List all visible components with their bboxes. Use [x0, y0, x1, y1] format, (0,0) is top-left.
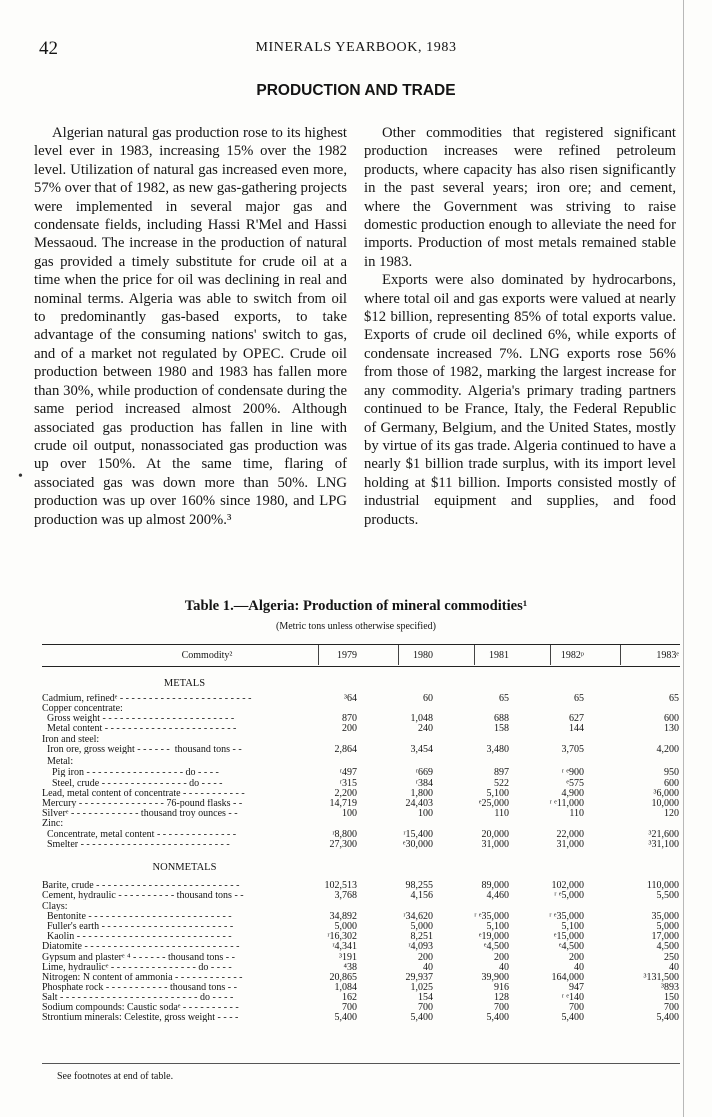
commodity-label: Concentrate, metal content - - - - - - - - - - - - - - — [42, 830, 237, 840]
commodity-label: Phosphate rock - - - - - - - - - - - thousand tons - - — [42, 983, 237, 993]
value-cell: ³131,500 — [643, 972, 679, 983]
commodity-label: Bentonite - - - - - - - - - - - - - - - - - - - - - - - - - — [42, 912, 232, 922]
value-cell: ⁴38 — [343, 962, 357, 973]
value-cell: 102,513 — [324, 880, 357, 891]
value-cell: 5,400 — [410, 1012, 433, 1023]
value-cell: ᵉ19,000 — [478, 931, 509, 942]
value-cell: ʳ497 — [339, 767, 357, 778]
value-cell: 65 — [574, 693, 584, 704]
value-cell: 10,000 — [651, 798, 679, 809]
table-header-year: 1983ᵉ — [656, 650, 679, 661]
value-cell: ᵉ575 — [566, 778, 584, 789]
value-cell: 5,000 — [656, 921, 679, 932]
commodity-label: Diatomite - - - - - - - - - - - - - - - - - - - - - - - - - - - — [42, 942, 240, 952]
value-cell: ʳ384 — [415, 778, 433, 789]
table-caption: Table 1.—Algeria: Production of mineral commodities¹ — [184, 598, 528, 614]
table-rule-header — [42, 666, 680, 667]
value-cell: ʳ ᵉ11,000 — [549, 798, 584, 809]
value-cell: 110,000 — [646, 880, 679, 891]
commodity-label: Smelter - - - - - - - - - - - - - - - - - - - - - - - - - - — [42, 840, 230, 850]
commodity-label: Iron ore, gross weight - - - - - - thousand tons - - — [42, 745, 242, 755]
value-cell: 27,300 — [329, 839, 357, 850]
value-cell: 600 — [664, 778, 679, 789]
value-cell: 240 — [418, 723, 433, 734]
table-footnote: See footnotes at end of table. — [57, 1071, 174, 1082]
value-cell: 110 — [569, 808, 584, 819]
commodity-label: Gypsum and plasterᵉ ⁴ - - - - - - thousand tons - - — [42, 953, 235, 963]
value-cell: 5,400 — [334, 1012, 357, 1023]
paragraph: Exports were also dominated by hydrocarbons, where total oil and gas exports were valued at nearly $12 billion, representing 85% of total exports value. Exports of crude oil declined 6%, while exports of condensate increased 7%. LNG exports rose 56% from those of 1982, marking the largest increase for any commodity. Algeria's primary trading partners continued to be France, Italy, the Federal Republic of Germany, Belgium, and the United States, mostly by virtue of its gas trade. Algeria continued to have a nearly $1 billion trade surplus, with its import level holding at $11 billion. Imports consisted mostly of industrial equipment and supplies, and food products. — [364, 272, 676, 528]
margin-mark: • — [18, 469, 23, 484]
value-cell: 40 — [423, 962, 433, 973]
value-cell: 5,100 — [561, 921, 584, 932]
value-cell: ᵉ15,000 — [553, 931, 584, 942]
value-cell: 4,460 — [486, 890, 509, 901]
value-cell: ³6,000 — [653, 788, 679, 799]
value-cell: 162 — [342, 992, 357, 1003]
value-cell: ʳ8,800 — [332, 829, 357, 840]
value-cell: 5,100 — [486, 921, 509, 932]
value-cell: 144 — [569, 723, 584, 734]
value-cell: 5,400 — [656, 1012, 679, 1023]
value-cell: 870 — [342, 713, 357, 724]
value-cell: ³893 — [661, 982, 679, 993]
commodity-label: Strontium minerals: Celestite, gross weight - - - - — [42, 1013, 239, 1023]
value-cell: 22,000 — [556, 829, 584, 840]
value-cell: ʳ4,341 — [332, 941, 357, 952]
value-cell: 65 — [669, 693, 679, 704]
value-cell: 100 — [418, 808, 433, 819]
value-cell: 700 — [569, 1002, 584, 1013]
value-cell: 158 — [494, 723, 509, 734]
table-header-year: 1981 — [489, 650, 509, 661]
value-cell: 897 — [494, 767, 509, 778]
commodity-label: Copper concentrate: — [42, 704, 123, 714]
section-title: PRODUCTION AND TRADE — [256, 82, 456, 99]
commodity-label: Metal content - - - - - - - - - - - - - - - - - - - - - - - — [42, 724, 237, 734]
body-column-right — [364, 124, 676, 529]
value-cell: ᵉ25,000 — [478, 798, 509, 809]
value-cell: 1,084 — [334, 982, 357, 993]
value-cell: ʳ315 — [339, 778, 357, 789]
value-cell: ʳ ᵉ900 — [561, 767, 584, 778]
value-cell: 31,000 — [556, 839, 584, 850]
table-subcaption: (Metric tons unless otherwise specified) — [276, 621, 436, 632]
table-header-year: 1979 — [337, 650, 357, 661]
value-cell: ᵉ4,500 — [483, 941, 509, 952]
value-cell: 17,000 — [651, 931, 679, 942]
value-cell: 947 — [569, 982, 584, 993]
value-cell: 102,000 — [551, 880, 584, 891]
value-cell: 5,000 — [410, 921, 433, 932]
value-cell: ʳ ᵉ140 — [561, 992, 584, 1003]
table-rule-bottom — [42, 1063, 680, 1064]
commodity-label: Sodium compounds: Caustic sodaᵉ - - - - - - - - - - — [42, 1003, 239, 1013]
value-cell: 3,454 — [410, 744, 433, 755]
commodity-label: Lead, metal content of concentrate - - - - - - - - - - - — [42, 789, 245, 799]
commodity-label: Zinc: — [42, 819, 64, 829]
commodity-label: Fuller's earth - - - - - - - - - - - - - - - - - - - - - - - — [42, 922, 234, 932]
value-cell: 5,000 — [334, 921, 357, 932]
value-cell: 3,705 — [561, 744, 584, 755]
commodity-label: Clays: — [42, 902, 68, 912]
commodity-label: Cement, hydraulic - - - - - - - - - - thousand tons - - — [42, 891, 244, 901]
value-cell: 34,892 — [329, 911, 357, 922]
value-cell: ʳ669 — [415, 767, 433, 778]
value-cell: 916 — [494, 982, 509, 993]
value-cell: 100 — [342, 808, 357, 819]
value-cell: 24,403 — [405, 798, 433, 809]
value-cell: ʳ34,620 — [403, 911, 433, 922]
page-number: 42 — [39, 38, 58, 59]
value-cell: 200 — [342, 723, 357, 734]
value-cell: ³21,600 — [648, 829, 679, 840]
commodity-label: Kaolin - - - - - - - - - - - - - - - - - - - - - - - - - - - — [42, 932, 232, 942]
value-cell: 4,500 — [656, 941, 679, 952]
value-cell: 2,200 — [334, 788, 357, 799]
value-cell: 60 — [423, 693, 433, 704]
value-cell: 1,025 — [410, 982, 433, 993]
table-header-year: 1980 — [413, 650, 433, 661]
value-cell: 40 — [669, 962, 679, 973]
value-cell: 700 — [664, 1002, 679, 1013]
commodity-label: Gross weight - - - - - - - - - - - - - - - - - - - - - - - — [42, 714, 235, 724]
value-cell: ³64 — [344, 693, 357, 704]
value-cell: 700 — [418, 1002, 433, 1013]
value-cell: 1,048 — [410, 713, 433, 724]
value-cell: 110 — [494, 808, 509, 819]
value-cell: 950 — [664, 767, 679, 778]
value-cell: 98,255 — [405, 880, 433, 891]
value-cell: ³31,100 — [648, 839, 679, 850]
value-cell: ᵉ30,000 — [402, 839, 433, 850]
value-cell: 65 — [499, 693, 509, 704]
value-cell: 5,400 — [561, 1012, 584, 1023]
value-cell: 200 — [418, 952, 433, 963]
value-cell: 29,937 — [405, 972, 433, 983]
table-rule-top — [42, 644, 680, 645]
page-margin-line — [683, 0, 684, 1117]
value-cell: 627 — [569, 713, 584, 724]
value-cell: 8,251 — [410, 931, 433, 942]
commodity-label: Iron and steel: — [42, 735, 100, 745]
section-label: NONMETALS — [152, 862, 217, 873]
section-label: METALS — [163, 678, 206, 689]
value-cell: 5,400 — [486, 1012, 509, 1023]
value-cell: 1,800 — [410, 788, 433, 799]
value-cell: 40 — [574, 962, 584, 973]
commodity-label: Pig iron - - - - - - - - - - - - - - - - - do - - - - — [42, 768, 219, 778]
value-cell: 154 — [418, 992, 433, 1003]
commodity-label: Cadmium, refinedᵉ - - - - - - - - - - - - - - - - - - - - - - - — [42, 694, 252, 704]
value-cell: 31,000 — [481, 839, 509, 850]
value-cell: 40 — [499, 962, 509, 973]
value-cell: 130 — [664, 723, 679, 734]
value-cell: 700 — [494, 1002, 509, 1013]
running-head: MINERALS YEARBOOK, 1983 — [255, 40, 457, 55]
value-cell: 20,865 — [329, 972, 357, 983]
body-column-left — [34, 124, 347, 529]
commodity-label: Metal: — [42, 757, 74, 767]
value-cell: 200 — [569, 952, 584, 963]
value-cell: ʳ ᵉ35,000 — [474, 911, 509, 922]
value-cell: 35,000 — [651, 911, 679, 922]
value-cell: 5,100 — [486, 788, 509, 799]
table-header-year: 1982ᵖ — [560, 650, 584, 661]
paragraph: Other commodities that registered significant production increases were refined petroleum products, where capacity has also risen significantly in the past several years; iron ore; and cement, where the Government was striving to raise domestic production enough to alleviate the need for imports. Production of most metals remained stable in 1983. — [364, 125, 676, 270]
value-cell: ʳ15,400 — [403, 829, 433, 840]
commodity-label: Mercury - - - - - - - - - - - - - - - 76-pound flasks - - — [42, 799, 243, 809]
paragraph: Algerian natural gas production rose to its highest level ever in 1983, increasing 15% over the 1982 level. Utilization of natural gas increased even more, 57% over that of 1982, as new gas-gathering projects were implemented in several major gas and condensate fields, including Hassi R'Mel and Hassi Messaoud. The increase in the production of natural gas provided a timely substitute for crude oil at a time when the price for oil was declining in real and nominal terms. Algeria was able to switch from oil to predominantly gas-based exports, to take advantage of the consuming nations' switch to gas, and of a market not regulated by OPEC. Crude oil production between 1980 and 1983 has fallen more than 30%, while production of condensate during the same period increased almost 200%. Although associated gas production has fallen in line with crude oil output, nonassociated gas production was up over 150%. At the same time, flaring of associated gas was down more than 50%. LNG production was up over 160% since 1980, and LPG production was up almost 200%.³ — [34, 125, 347, 528]
value-cell: 600 — [664, 713, 679, 724]
value-cell: 3,768 — [334, 890, 357, 901]
value-cell: 164,000 — [551, 972, 584, 983]
value-cell: 89,000 — [481, 880, 509, 891]
value-cell: ³191 — [339, 952, 357, 963]
value-cell: ʳ16,302 — [327, 931, 357, 942]
table-header-commodity: Commodity² — [181, 650, 233, 661]
value-cell: 39,900 — [481, 972, 509, 983]
value-cell: 4,200 — [656, 744, 679, 755]
value-cell: ʳ ᵉ5,000 — [554, 890, 584, 901]
value-cell: 2,864 — [334, 744, 357, 755]
value-cell: 688 — [494, 713, 509, 724]
commodity-label: Lime, hydraulicᵉ - - - - - - - - - - - - - - - do - - - - — [42, 963, 232, 973]
value-cell: 150 — [664, 992, 679, 1003]
value-cell: 14,719 — [329, 798, 357, 809]
commodity-label: Nitrogen: N content of ammonia - - - - - - - - - - - - — [42, 973, 243, 983]
commodity-label: Barite, crude - - - - - - - - - - - - - - - - - - - - - - - - - — [42, 881, 240, 891]
value-cell: ʳ ᵉ35,000 — [549, 911, 584, 922]
value-cell: ʳ4,093 — [408, 941, 433, 952]
value-cell: 4,156 — [410, 890, 433, 901]
value-cell: 522 — [494, 778, 509, 789]
commodity-label: Salt - - - - - - - - - - - - - - - - - - - - - - - - do - - - - — [42, 993, 234, 1003]
commodity-label: Silverᵉ - - - - - - - - - - - - thousand troy ounces - - — [42, 809, 238, 819]
value-cell: 128 — [494, 992, 509, 1003]
value-cell: ᵉ4,500 — [558, 941, 584, 952]
value-cell: 3,480 — [486, 744, 509, 755]
value-cell: 5,500 — [656, 890, 679, 901]
commodity-label: Steel, crude - - - - - - - - - - - - - - - do - - - - — [42, 779, 223, 789]
value-cell: 250 — [664, 952, 679, 963]
value-cell: 20,000 — [481, 829, 509, 840]
value-cell: 200 — [494, 952, 509, 963]
value-cell: 4,900 — [561, 788, 584, 799]
value-cell: 120 — [664, 808, 679, 819]
value-cell: 700 — [342, 1002, 357, 1013]
